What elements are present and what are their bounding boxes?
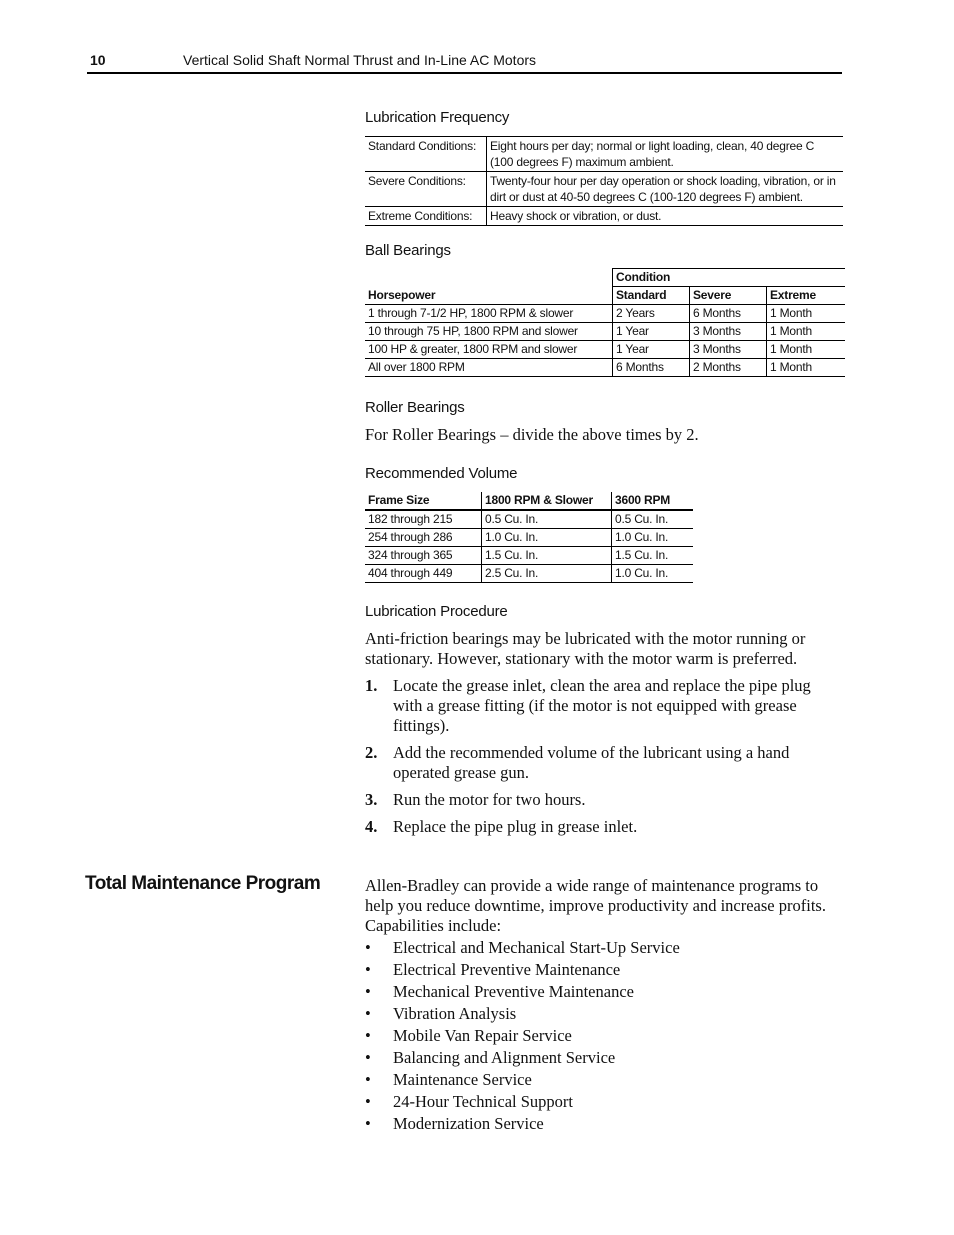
capability-text: 24-Hour Technical Support <box>393 1092 574 1111</box>
column-header: Severe <box>690 287 767 305</box>
list-item <box>365 743 843 783</box>
bullet: • <box>365 1070 371 1089</box>
capabilities-list <box>365 938 843 1136</box>
table-cell: 3 Months <box>690 341 767 359</box>
table-cell: 1 Month <box>767 323 846 341</box>
table-row <box>365 305 845 323</box>
step-text: Locate the grease inlet, clean the area and replace the pipe plug with a grease fitting (if the motor is not equipped with grease fittings). <box>393 676 811 735</box>
lubrication-frequency-table <box>365 136 843 226</box>
table-cell: 0.5 Cu. In. <box>482 510 612 529</box>
table-row <box>365 547 693 565</box>
table-row <box>365 207 843 226</box>
step-number: 3. <box>365 790 378 809</box>
ball-bearings-heading: Ball Bearings <box>365 242 451 259</box>
column-header: Standard <box>613 287 690 305</box>
condition-label: Standard Conditions: <box>365 137 487 172</box>
table-row <box>365 172 843 207</box>
table-cell: 182 through 215 <box>365 510 482 529</box>
condition-description: Heavy shock or vibration, or dust. <box>490 209 662 223</box>
list-item <box>365 676 843 736</box>
list-item <box>365 790 843 810</box>
column-header: 1800 RPM & Slower <box>482 492 612 510</box>
table-cell: 6 Months <box>613 359 690 377</box>
recommended-volume-table <box>365 492 693 583</box>
table-row <box>365 341 845 359</box>
capability-text: Maintenance Service <box>393 1070 532 1089</box>
bullet: • <box>365 938 371 957</box>
table-cell: 1 Month <box>767 341 846 359</box>
table-cell: 1 Month <box>767 305 846 323</box>
table-cell: 6 Months <box>690 305 767 323</box>
capability-text: Mobile Van Repair Service <box>393 1026 572 1045</box>
list-item <box>365 1004 843 1026</box>
table-cell: 1.0 Cu. In. <box>612 565 694 583</box>
roller-bearings-heading: Roller Bearings <box>365 399 465 416</box>
table-row <box>365 359 845 377</box>
step-number: 4. <box>365 817 378 836</box>
table-row <box>365 323 845 341</box>
condition-group-header: Condition <box>613 269 846 287</box>
step-text: Run the motor for two hours. <box>393 790 586 809</box>
list-item <box>365 1026 843 1048</box>
bullet: • <box>365 960 371 979</box>
table-cell: 3 Months <box>690 323 767 341</box>
table-cell: 1 Year <box>613 323 690 341</box>
table-header-row <box>365 269 845 287</box>
lubrication-procedure-intro: Anti-friction bearings may be lubricated with the motor running or stationary. However, stationary with the motor warm is preferred. <box>365 629 806 668</box>
column-header: Extreme <box>767 287 846 305</box>
bullet: • <box>365 1048 371 1067</box>
list-item <box>365 960 843 982</box>
ball-bearings-section <box>365 268 845 377</box>
step-number: 1. <box>365 676 378 695</box>
page-number: 10 <box>90 52 106 68</box>
table-cell: 324 through 365 <box>365 547 482 565</box>
column-header: Horsepower <box>365 287 613 305</box>
bullet: • <box>365 1026 371 1045</box>
table-cell: 1.0 Cu. In. <box>482 529 612 547</box>
table-row <box>365 529 693 547</box>
list-item <box>365 1114 843 1136</box>
table-cell: 254 through 286 <box>365 529 482 547</box>
table-cell: 1 Month <box>767 359 846 377</box>
table-cell: 1.5 Cu. In. <box>482 547 612 565</box>
column-header: 3600 RPM <box>612 492 694 510</box>
table-cell: 100 HP & greater, 1800 RPM and slower <box>365 341 613 359</box>
list-item <box>365 1092 843 1114</box>
recommended-volume-heading: Recommended Volume <box>365 465 518 482</box>
step-text: Add the recommended volume of the lubricant using a hand operated grease gun. <box>393 743 790 782</box>
table-cell: 404 through 449 <box>365 565 482 583</box>
table-row <box>365 137 843 172</box>
list-item <box>365 1048 843 1070</box>
bullet: • <box>365 982 371 1001</box>
total-maintenance-heading: Total Maintenance Program <box>85 873 321 894</box>
condition-description: Twenty-four hour per day operation or shock loading, vibration, or in dirt or dust at 40-50 degrees C (100-120 degrees F) ambient. <box>487 172 844 207</box>
lubrication-frequency-section <box>365 136 843 226</box>
list-item <box>365 938 843 960</box>
list-item <box>365 982 843 1004</box>
lubrication-frequency-heading: Lubrication Frequency <box>365 109 510 126</box>
list-item <box>365 817 843 837</box>
capability-text: Mechanical Preventive Maintenance <box>393 982 634 1001</box>
table-cell: 2.5 Cu. In. <box>482 565 612 583</box>
table-cell: 1.0 Cu. In. <box>612 529 694 547</box>
table-row <box>365 510 693 529</box>
table-cell: 2 Months <box>690 359 767 377</box>
bullet: • <box>365 1004 371 1023</box>
capability-text: Electrical Preventive Maintenance <box>393 960 621 979</box>
column-header: Frame Size <box>365 492 482 510</box>
table-cell: 0.5 Cu. In. <box>615 512 669 526</box>
table-cell: 1.5 Cu. In. <box>612 547 694 565</box>
total-maintenance-intro: Allen-Bradley can provide a wide range of maintenance programs to help you reduce downtime, improve productivity and increase profits. Capabilities include: <box>365 876 826 935</box>
table-cell: 2 Years <box>613 305 690 323</box>
table-cell: 1 through 7-1/2 HP, 1800 RPM & slower <box>365 305 613 323</box>
condition-description: Eight hours per day; normal or light loading, clean, 40 degree C (100 degrees F) maximum ambient. <box>487 137 844 172</box>
step-text: Replace the pipe plug in grease inlet. <box>393 817 638 836</box>
capability-text: Balancing and Alignment Service <box>393 1048 616 1067</box>
capability-text: Vibration Analysis <box>393 1004 517 1023</box>
capability-text: Modernization Service <box>393 1114 544 1133</box>
condition-label: Severe Conditions: <box>365 172 487 207</box>
step-number: 2. <box>365 743 378 762</box>
lubrication-procedure-heading: Lubrication Procedure <box>365 603 508 620</box>
list-item <box>365 1070 843 1092</box>
table-header-row <box>365 287 845 305</box>
table-cell: 1 Year <box>613 341 690 359</box>
document-title: Vertical Solid Shaft Normal Thrust and In-Line AC Motors <box>183 52 537 68</box>
bullet: • <box>365 1114 371 1133</box>
page-header <box>87 52 842 74</box>
capability-text: Electrical and Mechanical Start-Up Service <box>393 938 680 957</box>
roller-bearings-text: For Roller Bearings – divide the above times by 2. <box>365 425 699 444</box>
lubrication-procedure-steps <box>365 676 843 844</box>
table-row <box>365 565 693 583</box>
table-cell: 10 through 75 HP, 1800 RPM and slower <box>365 323 613 341</box>
recommended-volume-section <box>365 492 693 583</box>
bullet: • <box>365 1092 371 1111</box>
table-cell: All over 1800 RPM <box>365 359 613 377</box>
ball-bearings-table <box>365 268 845 377</box>
condition-label: Extreme Conditions: <box>365 207 487 226</box>
table-header-row <box>365 492 693 510</box>
